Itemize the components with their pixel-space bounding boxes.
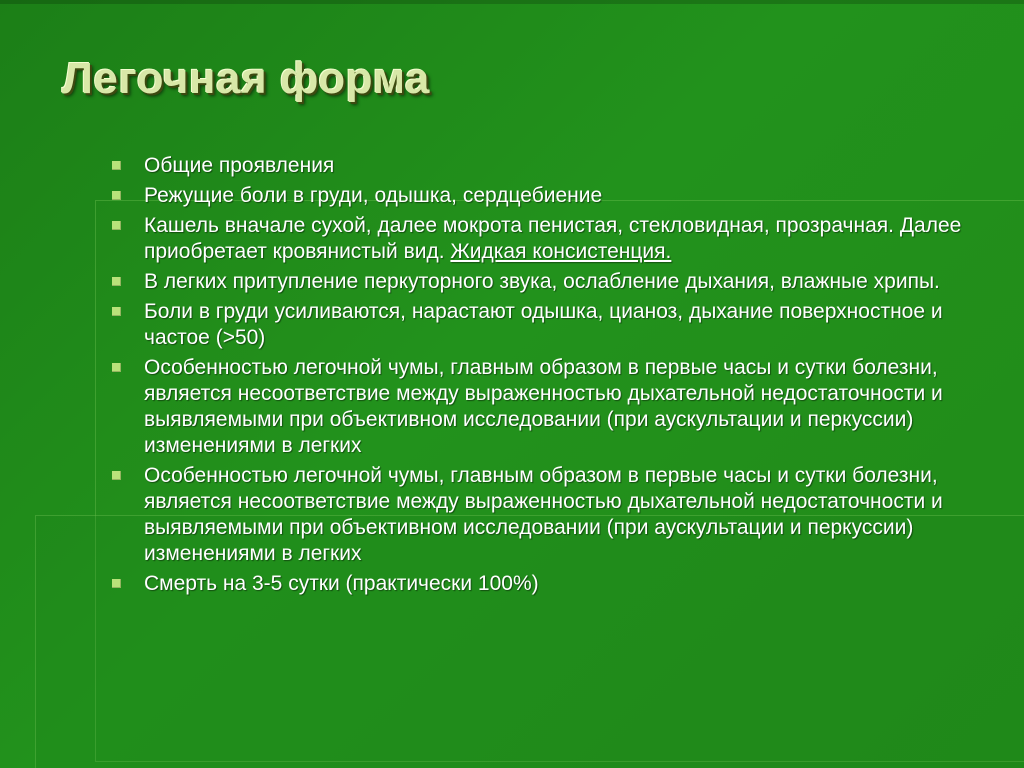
bullet-item [112, 463, 992, 567]
bullet-link[interactable]: Жидкая консистенция. [450, 240, 672, 263]
bullet-text: Кашель вначале сухой, далее мокрота пенистая, стекловидная, прозрачная. Далее приобретает кровянистый вид. [144, 214, 962, 263]
bullet-item [112, 213, 992, 265]
square-bullet-icon [112, 277, 121, 286]
square-bullet-icon [112, 221, 121, 230]
bullet-text: Смерть на 3-5 сутки (практически 100%) [144, 572, 539, 595]
top-edge-decoration [0, 0, 1024, 4]
bullet-text: Общие проявления [144, 154, 335, 177]
bullet-item [112, 355, 992, 459]
bullet-text: Особенностью легочной чумы, главным образом в первые часы и сутки болезни, является несоответствие между выраженностью дыхательной недостаточности и выявляемыми при объективном исследовании (при аускультации и перкуссии) изменениями в легких [144, 356, 943, 457]
bullet-text: В легких притупление перкуторного звука, ослабление дыхания, влажные хрипы. [144, 270, 940, 293]
bullet-list [112, 153, 992, 601]
square-bullet-icon [112, 471, 121, 480]
bullet-text: Режущие боли в груди, одышка, сердцебиение [144, 184, 603, 207]
bullet-item [112, 183, 992, 209]
square-bullet-icon [112, 307, 121, 316]
bullet-text: Боли в груди усиливаются, нарастают одышка, цианоз, дыхание поверхностное и частое (>50) [144, 300, 943, 349]
bullet-item [112, 571, 992, 597]
bullet-text: Особенностью легочной чумы, главным образом в первые часы и сутки болезни, является несоответствие между выраженностью дыхательной недостаточности и выявляемыми при объективном исследовании (при аускультации и перкуссии) изменениями в легких [144, 464, 943, 565]
bullet-item [112, 153, 992, 179]
slide-title: Легочная форма [62, 54, 430, 103]
square-bullet-icon [112, 191, 121, 200]
bullet-item [112, 269, 992, 295]
square-bullet-icon [112, 363, 121, 372]
bullet-item [112, 299, 992, 351]
square-bullet-icon [112, 161, 121, 170]
square-bullet-icon [112, 579, 121, 588]
